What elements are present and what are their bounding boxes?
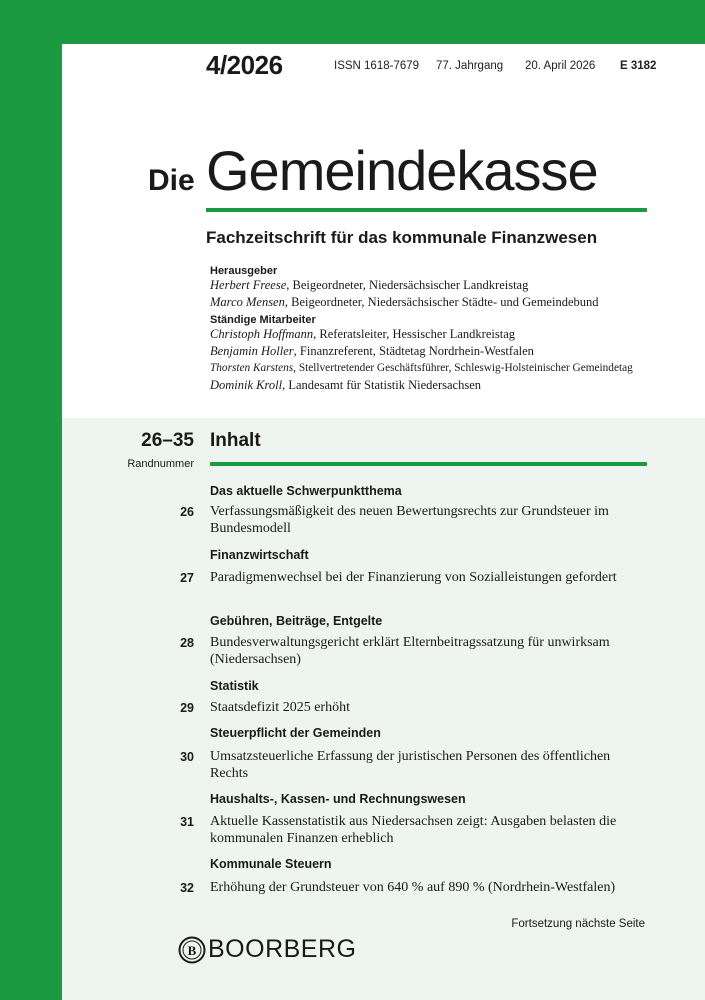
continued-note: Fortsetzung nächste Seite [511,918,645,930]
title-die: Die [148,164,195,197]
randnummer-range: 26–35 [141,430,194,451]
boorberg-logo-icon [178,936,206,964]
item-text: Umsatzsteuerliche Erfassung der juristischen Personen des öffentlichen Rechts [210,749,611,781]
contributor-name: Thorsten Karstens [210,362,294,374]
contributor-line [210,362,633,374]
item-number: 29 [180,701,194,715]
section-title: Finanzwirtschaft [210,548,309,562]
publisher-name: BOORBERG [208,935,357,963]
editor-name: Herbert Freese [210,278,287,292]
contributor-line [210,378,481,393]
section-title: Gebühren, Beiträge, Entgelte [210,614,383,628]
item-number: 27 [180,571,194,585]
contributor-role: , Referatsleiter, Hessischer Landkreistag [313,327,515,341]
contributor-name: Christoph Hoffmann [210,327,314,341]
item-text: Bundesverwaltungsgericht erklärt Elternbeitragssatzung für unwirksam (Niedersachsen) [210,635,610,667]
issue-number: 4/2026 [206,50,283,80]
issn: ISSN 1618-7679 [334,60,420,72]
editor-role: , Beigeordneter, Niedersächsischer Städte- und Gemeindebund [284,295,599,309]
volume: 77. Jahrgang [436,60,504,72]
subtitle: Fachzeitschrift für das kommunale Finanzwesen [206,228,598,247]
item-text: Erhöhung der Grundsteuer von 640 % auf 890 % (Nordrhein-Westfalen) [210,880,616,895]
section-title: Das aktuelle Schwerpunktthema [210,484,402,498]
contributor-role: , Finanzreferent, Städtetag Nordrhein-Westfalen [293,344,534,358]
item-number: 26 [180,505,194,519]
item-text: Paradigmenwechsel bei der Finanzierung von Sozialleistungen gefordert [210,570,617,585]
section-title: Statistik [210,679,259,693]
mitarbeiter-label: Ständige Mitarbeiter [210,314,316,326]
contributor-role: , Landesamt für Statistik Niedersachsen [282,378,482,392]
contributor-role: , Stellvertretender Geschäftsführer, Schleswig-Holsteinischer Gemeindetag [293,362,633,374]
issue-date: 20. April 2026 [525,60,596,72]
section-title: Haushalts-, Kassen- und Rechnungswesen [210,792,466,806]
item-text: Staatsdefizit 2025 erhöht [210,700,350,715]
contributor-line [210,344,534,359]
item-number: 32 [180,881,194,895]
section-title: Kommunale Steuern [210,857,332,871]
randnummer-label: Randnummer [127,458,194,470]
publisher-logo [178,935,356,964]
contributor-name: Benjamin Holler [210,344,294,358]
postal-code: E 3182 [620,60,657,72]
editor-line [210,278,528,293]
item-number: 28 [180,636,194,650]
contributor-line [210,327,515,342]
herausgeber-label: Herausgeber [210,265,278,277]
item-number: 30 [180,750,194,764]
editor-line [210,295,599,310]
svg-text:B: B [187,942,197,958]
contents-heading: Inhalt [210,430,261,451]
title-main: Gemeindekasse [206,139,598,202]
contributor-name: Dominik Kroll [210,378,283,392]
item-number: 31 [180,815,194,829]
item-text: Verfassungsmäßigkeit des neuen Bewertungsrechts zur Grundsteuer im Bundesmodell [210,504,609,536]
item-text: Aktuelle Kassenstatistik aus Niedersachsen zeigt: Ausgaben belasten die kommunalen Finanzen erheblich [210,814,617,846]
editor-name: Marco Mensen [210,295,285,309]
editor-role: , Beigeordneter, Niedersächsischer Landkreistag [286,278,529,292]
contents-rule [210,462,647,466]
masthead-rule [206,208,647,212]
section-title: Steuerpflicht der Gemeinden [210,726,381,740]
